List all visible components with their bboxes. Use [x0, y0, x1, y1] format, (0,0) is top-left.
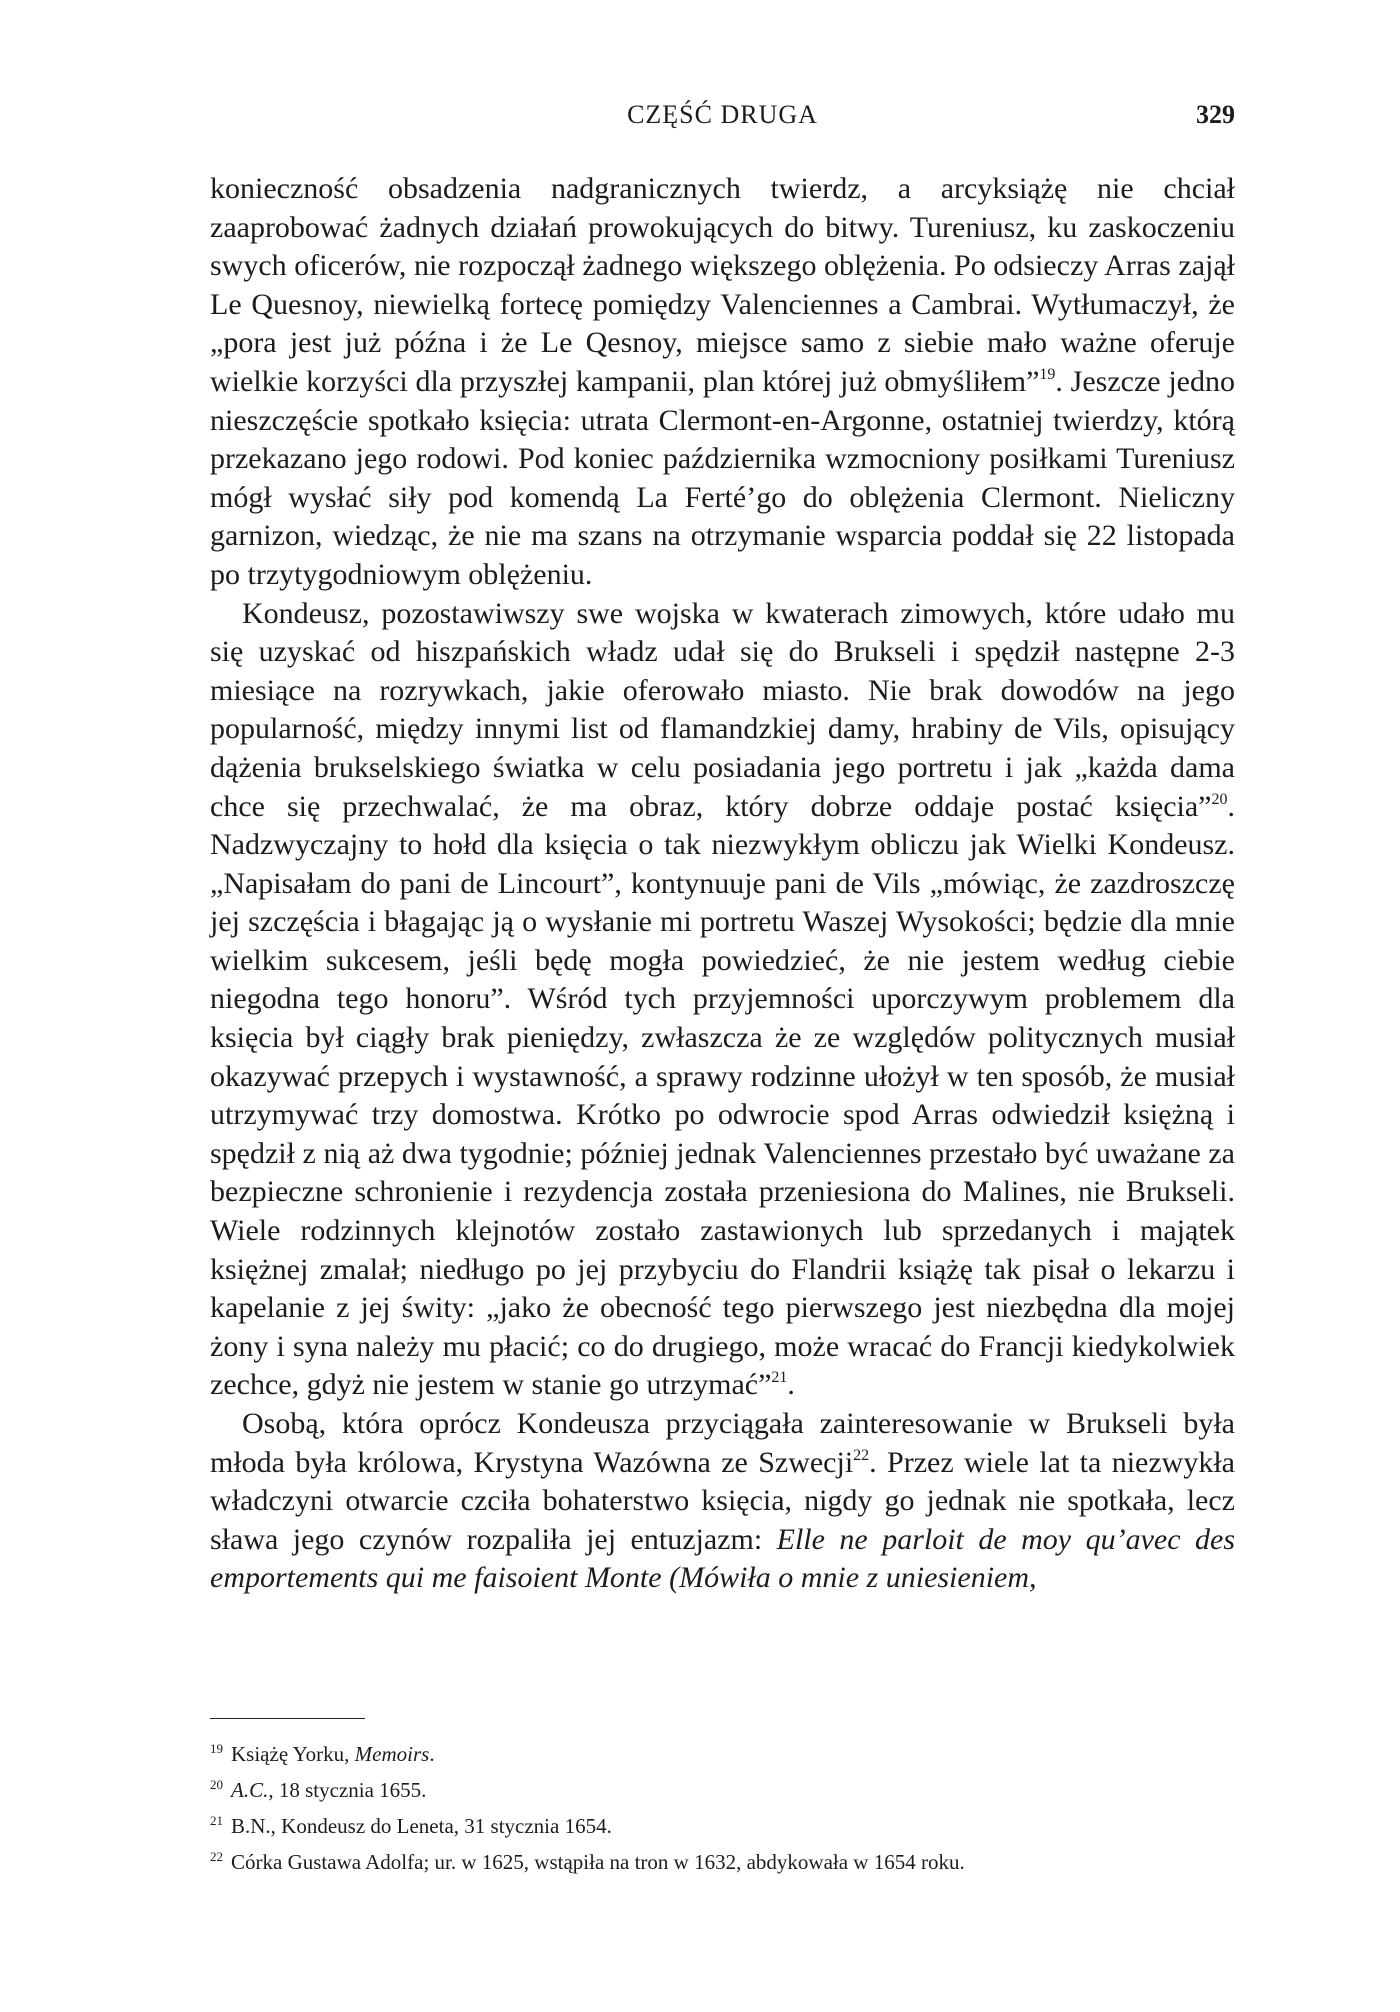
- footnote-ref-21: 21: [771, 1369, 788, 1387]
- footnote-number: 20: [210, 1777, 223, 1792]
- paragraph-1-text-b: . Jeszcze jedno nieszczęście spotkało księcia: utrata Clermont-en-Argonne, ostatniej twierdzy, którą przekazano jego rodowi. Pod koniec października wzmocniony posiłkami Tureniusz mógł wysłać siły pod komendą La Ferté’go do oblężenia Clermont. Nieliczny garnizon, wiedząc, że nie ma szans na otrzymanie wsparcia poddał się 22 listopada po trzytygodniowym oblężeniu.: [210, 364, 1235, 591]
- paragraph-2-text-b: . Nadzwyczajny to hołd dla księcia o tak niezwykłym obliczu jak Wielki Kondeusz. „Napisałam do pani de Lincourt”, kontynuuje pani de Vils „mówiąc, że zazdroszczę jej szczęścia i błagając ją o wysłanie mi portretu Waszej Wysokości; będzie dla mnie wielkim sukcesem, jeśli będę mogła powiedzieć, że nie jestem według ciebie niegodna tego honoru”. Wśród tych przyjemności uporczywym problemem dla księcia był ciągły brak pieniędzy, zwłaszcza że ze względów politycznych musiał okazywać przepych i wystawność, a sprawy rodzinne ułożył w ten sposób, że musiał utrzymywać trzy domostwa. Krótko po odwrocie spod Arras odwiedził księżną i spędził z nią aż dwa tygodnie; później jednak Valenciennes przestało być uważane za bezpieczne schronienie i rezydencja została przeniesiona do Malines, nie Brukseli. Wiele rodzinnych klejnotów zostało zastawionych lub sprzedanych i majątek księżnej zmalał; niedługo po jej przybyciu do Flandrii książę tak pisał o lekarzu i kapelanie z jej świty: „jako że obecność tego pierwszego jest niezbędna dla mojej żony i syna należy mu płacić; co do drugiego, może wracać do Francji kiedykolwiek zechce, gdyż nie jestem w stanie go utrzymać”: [210, 789, 1235, 1402]
- footnote-text: B.N., Kondeusz do Leneta, 31 stycznia 1654.: [231, 1814, 612, 1838]
- running-head: CZĘŚĆ DRUGA: [627, 100, 818, 129]
- page-number: 329: [1196, 100, 1235, 129]
- main-text: [210, 170, 1235, 1598]
- footnote-text: Książę Yorku,: [231, 1742, 355, 1766]
- footnote-ref-22: 22: [853, 1446, 870, 1464]
- footnote-21: [210, 1808, 1235, 1844]
- paragraph-1-text-a: konieczność obsadzenia nadgranicznych twierdz, a arcyksiążę nie chciał zaaprobować żadnych działań prowokujących do bitwy. Tureniusz, ku zaskoczeniu swych oficerów, nie rozpoczął żadnego większego oblężenia. Po odsieczy Arras zajął Le Quesnoy, niewielką fortecę pomiędzy Valenciennes a Cambrai. Wytłumaczył, że „pora jest już późna i że Le Qesnoy, miejsce samo z siebie mało ważne oferuje wielkie korzyści dla przyszłej kampanii, plan której już obmyśliłem”: [210, 172, 1235, 398]
- paragraph-2-text-a: Kondeusz, pozostawiwszy swe wojska w kwaterach zimowych, które udało mu się uzyskać od hiszpańskich władz udał się do Brukseli i spędził następne 2-3 miesiące na rozrywkach, jakie oferowało miasto. Nie brak dowodów na jego popularność, między innymi list od flamandzkiej damy, hrabiny de Vils, opisujący dążenia brukselskiego światka w celu posiadania jego portretu i jak „każda dama chce się przechwalać, że ma obraz, który dobrze oddaje postać księcia”: [210, 596, 1235, 823]
- footnote-text-after: .: [429, 1742, 435, 1766]
- footnote-number: 22: [210, 1849, 223, 1864]
- footnote-number: 21: [210, 1813, 223, 1828]
- paragraph-2: [210, 595, 1235, 1405]
- footnote-text-after: , 18 stycznia 1655.: [268, 1778, 427, 1802]
- footnote-number: 19: [210, 1741, 223, 1756]
- footnote-19: [210, 1736, 1235, 1772]
- footnote-ref-20: 20: [1211, 790, 1228, 808]
- paragraph-2-text-c: .: [787, 1368, 795, 1402]
- footnote-divider: [210, 1718, 365, 1719]
- paragraph-1: [210, 170, 1235, 595]
- paragraph-3-text-b: . Przez wiele lat ta niezwykła władczyni otwarcie czciła bohaterstwo księcia, nigdy go jednak nie spotkała, lecz sława jego czynów rozpaliła jej entuzjazm:: [210, 1445, 1235, 1556]
- footnote-text: Córka Gustawa Adolfa; ur. w 1625, wstąpiła na tron w 1632, abdykowała w 1654 roku.: [231, 1850, 965, 1874]
- paragraph-3: [210, 1405, 1235, 1598]
- footnote-italic: Memoirs: [354, 1742, 430, 1766]
- footnote-ref-19: 19: [1039, 365, 1056, 383]
- footnote-22: [210, 1844, 1235, 1880]
- footnotes: [210, 1736, 1235, 1880]
- paragraph-3-italic-quote: Elle ne parloit de moy qu’avec des emportements qui me faisoient Monte (Mówiła o mnie z uniesieniem,: [210, 1522, 1235, 1595]
- paragraph-3-text-a: Osobą, która oprócz Kondeusza przyciągała zainteresowanie w Brukseli była młoda była królowa, Krystyna Wazówna ze Szwecji: [210, 1407, 1235, 1479]
- footnote-20: [210, 1772, 1235, 1808]
- page-header: [210, 98, 1235, 138]
- footnote-italic: A.C.: [231, 1778, 269, 1802]
